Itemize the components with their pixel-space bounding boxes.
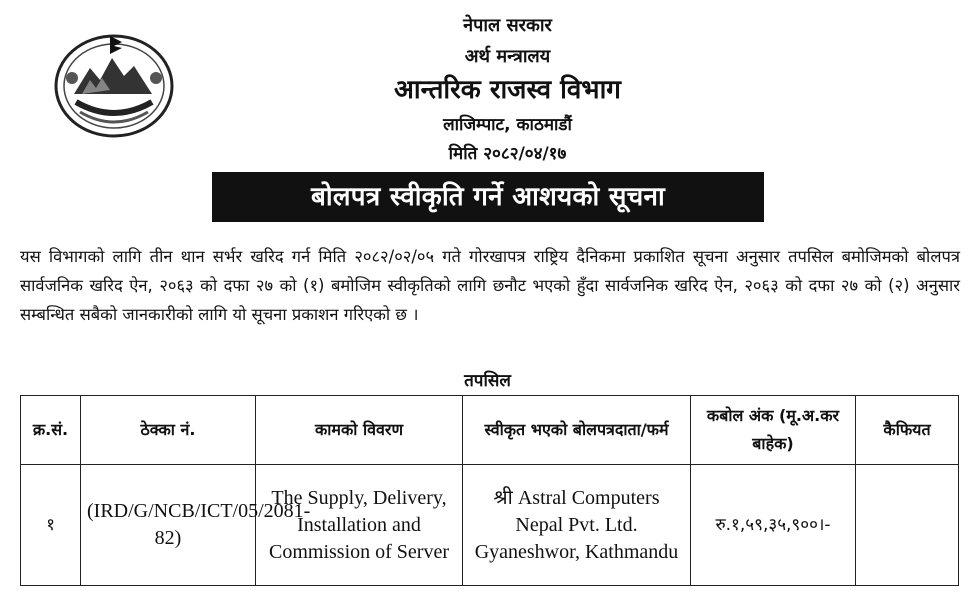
cell-description: The Supply, Delivery, Installation and Commission of Server bbox=[256, 465, 463, 586]
cell-remarks bbox=[856, 465, 959, 586]
column-header-contract-no: ठेक्का नं. bbox=[81, 396, 256, 465]
government-name: नेपाल सरकार bbox=[463, 15, 552, 36]
column-header-amount: कबोल अंक (मू.अ.कर बाहेक) bbox=[691, 396, 856, 465]
notice-date: मिति २०८२/०४/१७ bbox=[448, 144, 567, 164]
table-header-row bbox=[21, 396, 959, 465]
cell-amount: रु.१,५९,३५,९००।- bbox=[691, 465, 856, 586]
notice-body: यस विभागको लागि तीन थान सर्भर खरिद गर्न मिति २०८२/०२/०५ गते गोरखापत्र राष्ट्रिय दैनिकमा प्रकाशित सूचना अनुसार तपसिल बमोजिमको बोलपत्र सार्वजनिक खरिद ऐन, २०६३ को दफा २७ को (१) बमोजिम स्वीकृतिको लागि छनौट भएको हुँदा सार्वजनिक खरिद ऐन, २०६३ को दफा २७ को (२) अनुसार सम्बन्धित सबैको जानकारीको लागि यो सूचना प्रकाशन गरिएको छ । bbox=[20, 247, 960, 324]
column-header-sn: क्र.सं. bbox=[21, 396, 81, 465]
column-header-description: कामको विवरण bbox=[256, 396, 463, 465]
notice-title: बोलपत्र स्वीकृति गर्ने आशयको सूचना bbox=[212, 172, 764, 222]
table-row bbox=[21, 465, 959, 586]
department-name: आन्तरिक राजस्व विभाग bbox=[394, 75, 621, 105]
column-header-bidder: स्वीकृत भएको बोलपत्रदाता/फर्म bbox=[463, 396, 691, 465]
column-header-remarks: कैफियत bbox=[856, 396, 959, 465]
cell-contract-no: (IRD/G/NCB/ICT/05/2081-82) bbox=[81, 465, 256, 586]
cell-sn: १ bbox=[21, 465, 81, 586]
schedule-heading: तपसिल bbox=[464, 371, 511, 391]
award-table bbox=[20, 395, 959, 586]
ministry-name: अर्थ मन्त्रालय bbox=[464, 46, 551, 67]
cell-bidder: श्री Astral Computers Nepal Pvt. Ltd. Gyaneshwor, Kathmandu bbox=[463, 465, 691, 586]
department-address: लाजिम्पाट, काठमाडौं bbox=[443, 115, 572, 135]
